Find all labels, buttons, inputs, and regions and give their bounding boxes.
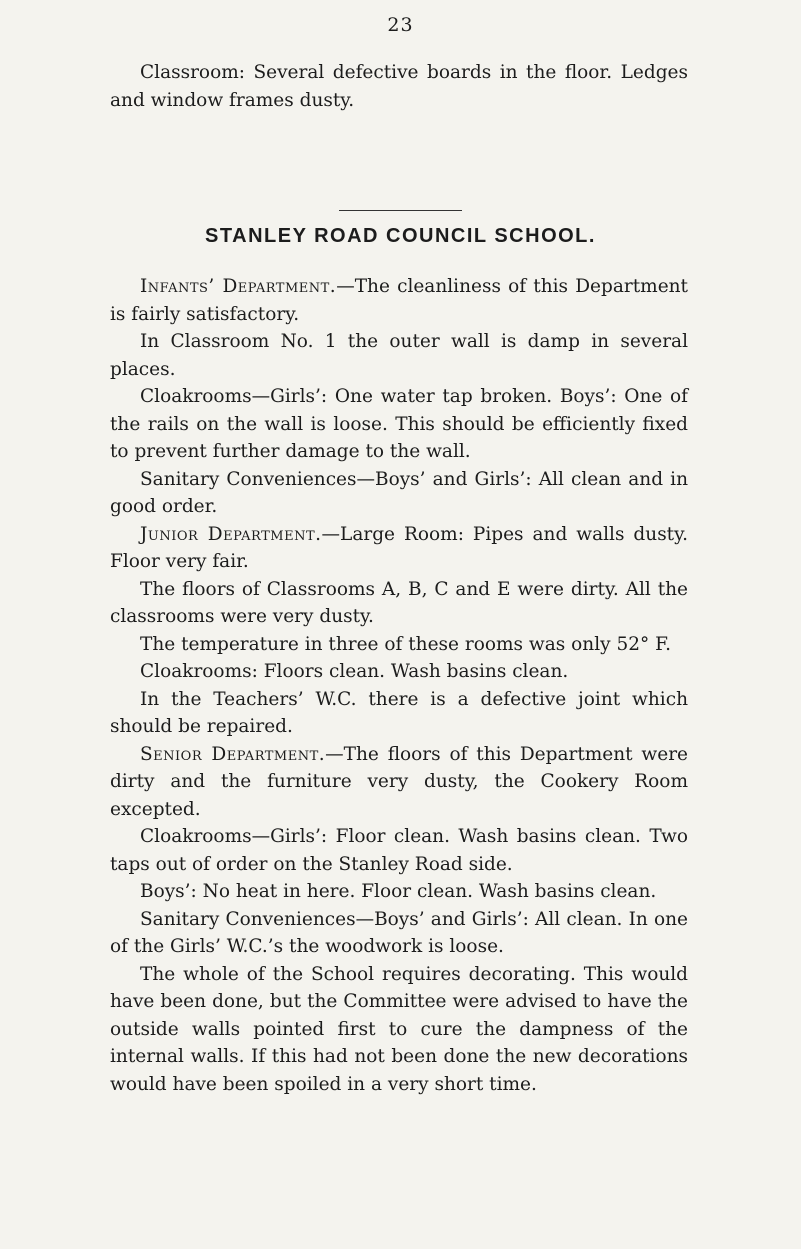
senior-intro-paragraph — [110, 741, 688, 824]
section-divider — [339, 210, 462, 211]
intro-paragraph: Classroom: Several defective boards in the floor. Ledges and window frames dusty. — [110, 62, 688, 111]
junior-intro-paragraph — [110, 521, 688, 576]
page-number: 23 — [387, 14, 414, 36]
school-title: STANLEY ROAD COUNCIL SCHOOL. — [205, 225, 596, 247]
junior-paragraph: The floors of Classrooms A, B, C and E were dirty. All the classrooms were very dusty. — [110, 578, 688, 627]
senior-paragraph: The whole of the School requires decorating. This would have been done, but the Committee were advised to have the outside walls pointed first to cure the dampness of the internal walls. If this had not been done the new decorations would have been spoiled in a very short time. — [110, 963, 688, 1095]
senior-paragraph: Sanitary Conveniences—Boys’ and Girls’: All clean. In one of the Girls’ W.C.’s the woodwork is loose. — [110, 908, 688, 957]
report-body — [110, 273, 688, 1098]
junior-intro-text: —Large Room: Pipes and walls dusty. Floor very fair. — [110, 523, 688, 572]
junior-paragraph: In the Teachers’ W.C. there is a defective joint which should be repaired. — [110, 688, 688, 737]
senior-intro-text: —The floors of this Department were dirty and the furniture very dusty, the Cookery Room excepted. — [110, 743, 688, 820]
infants-paragraph: In Classroom No. 1 the outer wall is damp in several places. — [110, 331, 688, 380]
senior-paragraph: Boys’: No heat in here. Floor clean. Wash basins clean. — [140, 881, 657, 902]
infants-paragraph: Cloakrooms—Girls’: One water tap broken. Boys’: One of the rails on the wall is loose. This should be efficiently fixed to prevent further damage to the wall. — [110, 386, 688, 462]
infants-paragraph: Sanitary Conveniences—Boys’ and Girls’: All clean and in good order. — [110, 468, 688, 517]
senior-heading: Senior Department. — [140, 743, 326, 765]
intro-section — [110, 59, 688, 114]
junior-paragraph: Cloakrooms: Floors clean. Wash basins clean. — [140, 661, 569, 682]
infants-intro-paragraph — [110, 273, 688, 328]
infants-intro-text: —The cleanliness of this Department is fairly satisfactory. — [110, 276, 688, 325]
junior-heading: Junior Department. — [140, 523, 322, 545]
junior-paragraph: The temperature in three of these rooms was only 52° F. — [140, 633, 671, 655]
infants-heading: Infants’ Department. — [140, 276, 337, 297]
senior-paragraph: Cloakrooms—Girls’: Floor clean. Wash basins clean. Two taps out of order on the Stanley Road side. — [110, 826, 688, 875]
